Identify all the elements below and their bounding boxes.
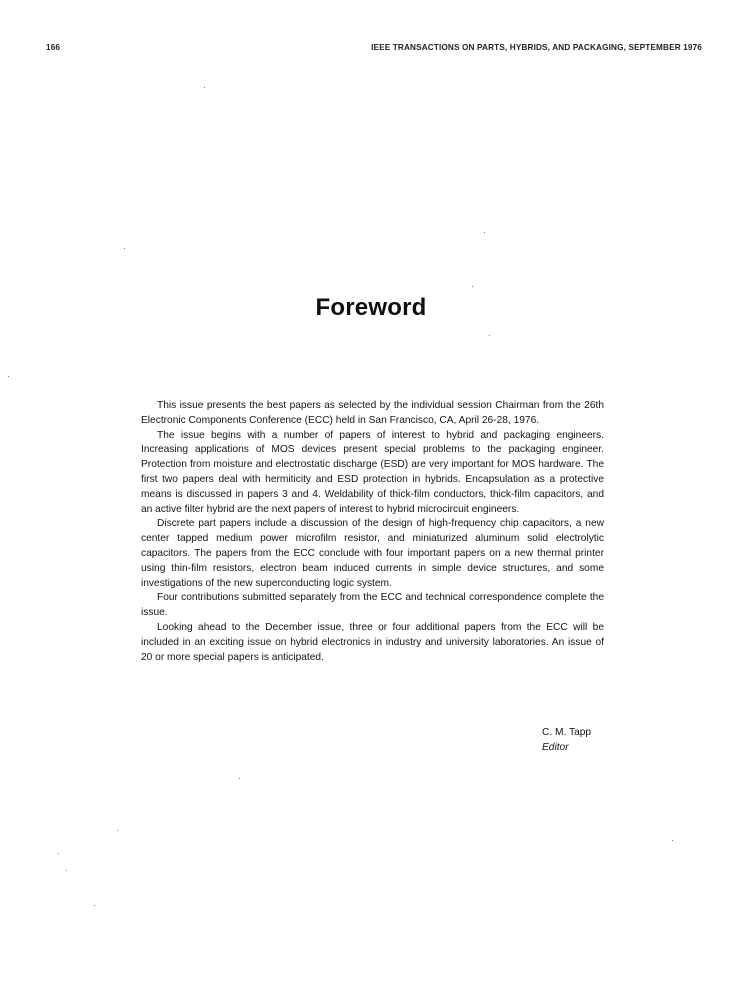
article-body — [141, 399, 604, 665]
journal-title: IEEE TRANSACTIONS ON PARTS, HYBRIDS, AND PACKAGING, SEPTEMBER 1976 — [371, 43, 702, 52]
scan-speck — [672, 840, 673, 841]
paragraph: Looking ahead to the December issue, three or four additional papers from the ECC will be included in an exciting issue on hybrid electronics in industry and university laboratories. An issue of 20 or more special papers is anticipated. — [141, 621, 604, 663]
scan-speck — [58, 853, 59, 854]
signature-block — [542, 725, 591, 755]
scan-speck — [124, 248, 125, 249]
scan-speck — [66, 870, 67, 871]
paragraph: This issue presents the best papers as selected by the individual session Chairman from the 26th Electronic Components Conference (ECC) held in San Francisco, CA, April 26-28, 1976. — [141, 400, 604, 426]
scan-speck — [489, 335, 490, 336]
scan-speck — [484, 232, 485, 233]
signature-name: C. M. Tapp — [542, 727, 592, 738]
scan-speck — [472, 286, 473, 287]
page-number: 166 — [46, 43, 61, 52]
scan-speck — [204, 87, 205, 88]
scan-speck — [8, 376, 9, 377]
signature-role: Editor — [542, 742, 569, 753]
scan-speck — [117, 830, 118, 831]
scan-speck — [239, 778, 240, 779]
scan-speck — [94, 905, 95, 906]
running-head — [0, 43, 755, 57]
paragraph: Four contributions submitted separately from the ECC and technical correspondence complete the issue. — [141, 592, 604, 619]
paragraph: Discrete part papers include a discussion of the design of high-frequency chip capacitors, a new center tapped medium power microfilm resistor, and miniaturized aluminum solid electrolytic capacitors. The papers from the ECC conclude with four important papers on a new thermal printer using thin-film resistors, electron beam induced currents in simple device structures, and some investigations of the new superconducting logic system. — [141, 518, 604, 589]
article-title: Foreword — [315, 294, 427, 321]
paragraph: The issue begins with a number of papers of interest to hybrid and packaging engineers. Increasing applications of MOS devices present special problems to the packaging engineer. Protection from moisture and electrostatic discharge (ESD) are very important for MOS hardware. The first two papers deal with hermiticity and ESD protection in hybrids. Encapsulation as a protective means is discussed in papers 3 and 4. Weldability of thick-film conductors, thick-film capacitors, and an active filter hybrid are the next papers of interest to hybrid microcircuit engineers. — [141, 429, 604, 515]
